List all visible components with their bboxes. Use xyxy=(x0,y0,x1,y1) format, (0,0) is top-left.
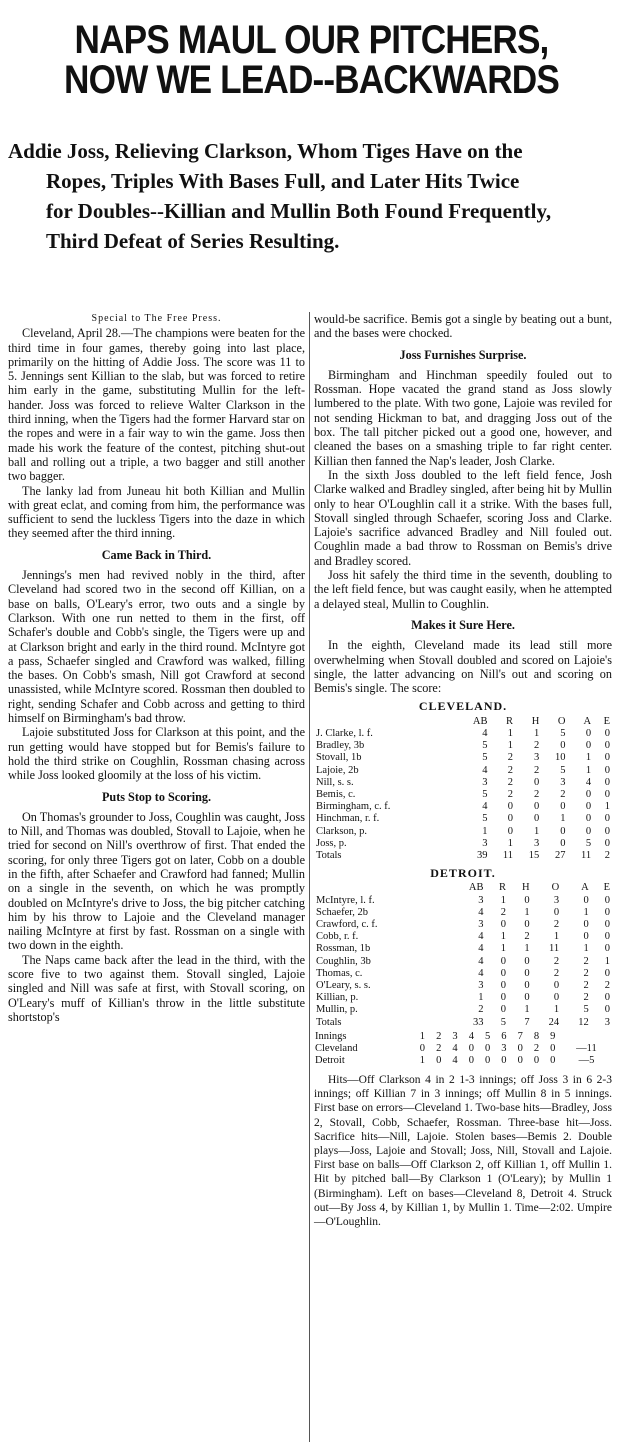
innings-cell: 6 xyxy=(501,1030,507,1042)
stat-cell: 0 xyxy=(500,1004,506,1016)
innings-cell: 0 xyxy=(419,1042,426,1054)
stat-cell: 2 xyxy=(604,980,610,992)
stat-cell: 2 xyxy=(524,931,530,943)
stat-cell: 2 xyxy=(553,955,560,967)
player-name: Nill, s. s. xyxy=(316,776,354,788)
stat-cell: 1 xyxy=(500,943,506,955)
player-row xyxy=(314,980,612,992)
stat-cell: 0 xyxy=(560,801,566,813)
stat-cell: 0 xyxy=(604,992,610,1004)
stat-cell: 0 xyxy=(553,906,560,918)
stat-cell: 0 xyxy=(534,801,540,813)
stat-cell: 3 xyxy=(482,837,488,849)
box-header-row xyxy=(314,716,612,728)
stat-cell: 0 xyxy=(524,992,530,1004)
paragraph: Joss hit safely the third time in the seventh, doubling to the left field fence, but was caught easily, when he attempted a delayed steal, Mullin to Coughlin. xyxy=(314,568,612,611)
paragraph: Lajoie substituted Joss for Clarkson at this point, and the run getting would have stopped but for Bemis's failure to hold the third strike on Coughlin, Rossman chasing across while Joss looked gloomily at the loss of his victim. xyxy=(8,725,305,783)
stat-cell: 0 xyxy=(500,967,506,979)
stat-cell: 0 xyxy=(553,992,560,1004)
player-name: Stovall, 1b xyxy=(316,752,362,764)
stat-cell: 2 xyxy=(507,752,514,764)
innings-cell: 0 xyxy=(517,1042,523,1054)
stat-cell: 0 xyxy=(585,801,592,813)
col-header: R xyxy=(506,715,514,727)
player-name: Joss, p. xyxy=(316,837,347,849)
stat-cell: 0 xyxy=(524,894,530,906)
col-header: A xyxy=(581,882,589,894)
stat-cell: 2 xyxy=(560,788,566,800)
player-row xyxy=(314,1004,612,1016)
box-score-cleveland xyxy=(314,716,612,862)
deck-line-3: for Doubles--Killian and Mullin Both Found Frequently, xyxy=(46,199,552,223)
totals-row xyxy=(314,850,612,862)
paragraph: The Naps came back after the lead in the third, with the score five to two against them. Stovall singled, Lajoie singled and Nill was safe at first, with Stovall scoring, on O'Leary's muff of Killian's throw in the little substitute shortstop's xyxy=(8,952,305,1024)
player-name: Lajoie, 2b xyxy=(316,764,359,776)
stat-cell: 3 xyxy=(478,980,484,992)
col-header: O xyxy=(557,715,566,727)
stat-cell: 1 xyxy=(478,992,484,1004)
innings-cell: 2 xyxy=(533,1042,540,1054)
article-columns xyxy=(4,312,619,1442)
stat-cell: 5 xyxy=(585,837,592,849)
subhead: Joss Furnishes Surprise. xyxy=(399,347,527,362)
stat-cell: 4 xyxy=(482,764,488,776)
stat-cell: 4 xyxy=(478,931,484,943)
stat-cell: 4 xyxy=(585,776,592,788)
stat-cell: 0 xyxy=(507,813,514,825)
credit-line: Special to The Free Press. xyxy=(91,313,222,324)
innings-cell: 9 xyxy=(550,1030,556,1042)
player-name: Clarkson, p. xyxy=(316,825,368,837)
stat-cell: 0 xyxy=(500,992,506,1004)
stat-cell: 1 xyxy=(604,955,610,967)
stat-cell: 4 xyxy=(478,967,484,979)
paragraph: In the eighth, Cleveland made its lead still more overwhelming when Stovall doubled and scored on Lajoie's single, the latter advancing on Nill's out and scoring on Bemis's single. The score: xyxy=(314,638,612,696)
innings-cell: 0 xyxy=(517,1054,523,1066)
left-column xyxy=(4,312,310,1442)
totals-cell: 7 xyxy=(524,1016,530,1028)
headline-line-1: NAPS MAUL OUR PITCHERS, xyxy=(74,18,549,62)
innings-cell: 2 xyxy=(436,1030,442,1042)
stat-cell: 4 xyxy=(478,943,484,955)
player-row xyxy=(314,765,612,777)
stat-cell: 3 xyxy=(560,776,566,788)
deck-line-4: Third Defeat of Series Resulting. xyxy=(46,229,340,253)
stat-cell: 0 xyxy=(507,825,514,837)
stat-cell: 3 xyxy=(534,837,540,849)
player-row xyxy=(314,728,612,740)
innings-cell: 4 xyxy=(468,1030,474,1042)
stat-cell: 2 xyxy=(507,776,514,788)
headline xyxy=(37,20,585,100)
stat-cell: 0 xyxy=(604,931,610,943)
box-score-detroit xyxy=(314,882,612,1028)
totals-row xyxy=(314,1017,612,1029)
innings-cell: 0 xyxy=(484,1054,491,1066)
player-name: Bradley, 3b xyxy=(316,740,365,752)
col-header: E xyxy=(603,882,610,894)
stat-cell: 1 xyxy=(583,943,589,955)
innings-label: Innings xyxy=(315,1030,347,1042)
player-row xyxy=(314,919,612,931)
player-name: Bemis, c. xyxy=(316,788,356,800)
stat-cell: 1 xyxy=(507,740,514,752)
stat-cell: 0 xyxy=(585,788,592,800)
paragraph: Birmingham and Hinchman speedily fouled out to Rossman. Hope vacated the grand stand as Joss slowly lumbered to the plate. With two gone, Lajoie was reviled for not sending Hickman to bat, and dragging Joss out of the box. The tall pitcher picked out a good one, however, and cleaned the bases on a smashing triple to far right center. Killian then fanned the Nap's leader, Josh Clarke. xyxy=(314,367,612,468)
stat-cell: 0 xyxy=(534,776,540,788)
stat-cell: 0 xyxy=(500,980,506,992)
player-name: Birmingham, c. f. xyxy=(316,801,391,813)
stat-cell: 1 xyxy=(534,727,540,739)
player-row xyxy=(314,813,612,825)
innings-cell: —5 xyxy=(578,1054,595,1066)
paragraph: The lanky lad from Juneau hit both Killian and Mullin with great eclat, and coming from him, the performance was sufficient to send the luckless Tigers into the daze in which they seemed after the third inning. xyxy=(8,483,305,541)
stat-cell: 0 xyxy=(560,740,566,752)
subhead: Makes it Sure Here. xyxy=(411,617,515,632)
innings-cell: 0 xyxy=(550,1042,556,1054)
newspaper-page xyxy=(0,20,623,1450)
innings-cell: 4 xyxy=(452,1042,458,1054)
right-column xyxy=(310,312,616,1442)
stat-cell: 0 xyxy=(524,955,530,967)
stat-cell: 3 xyxy=(478,894,484,906)
stat-cell: 0 xyxy=(604,906,610,918)
stat-cell: 5 xyxy=(482,813,488,825)
col-header: H xyxy=(531,715,540,727)
player-row xyxy=(314,826,612,838)
paragraph: In the sixth Joss doubled to the left field fence, Josh Clarke walked and Bradley singled, after being hit by Mullin only to hear O'Loughlin call it a strike. With the bases full, Stovall singled through Schaefer, scoring Joss and Clarke. Lajoie's sacrifice advanced Bradley and Nill fouled out. Coughlin made a bad throw to Rossman on Bemis's drive and Bradley scored. xyxy=(314,467,612,568)
player-name: Cobb, r. f. xyxy=(316,931,359,943)
innings-cell: 8 xyxy=(533,1030,540,1042)
totals-cell: 11 xyxy=(502,849,514,861)
player-name: Coughlin, 3b xyxy=(316,955,371,967)
player-row xyxy=(314,895,612,907)
player-name: Crawford, c. f. xyxy=(316,919,378,931)
headline-line-2: NOW WE LEAD--BACKWARDS xyxy=(64,58,559,102)
stat-cell: 1 xyxy=(524,906,530,918)
innings-cell: 3 xyxy=(452,1030,458,1042)
box-header-row xyxy=(314,882,612,894)
stat-cell: 1 xyxy=(553,1004,560,1016)
stat-cell: 1 xyxy=(585,752,592,764)
innings-cell: 5 xyxy=(484,1030,491,1042)
totals-cell: 24 xyxy=(548,1016,560,1028)
stat-cell: 2 xyxy=(583,992,589,1004)
player-row xyxy=(314,789,612,801)
stat-cell: 0 xyxy=(583,919,589,931)
stat-cell: 2 xyxy=(500,906,506,918)
stat-cell: 0 xyxy=(500,955,506,967)
stat-cell: 2 xyxy=(553,967,560,979)
player-row xyxy=(314,992,612,1004)
stat-cell: 4 xyxy=(482,801,488,813)
stat-cell: 2 xyxy=(507,788,514,800)
totals-label: Totals xyxy=(316,849,342,861)
stat-cell: 1 xyxy=(482,825,488,837)
stat-cell: 0 xyxy=(604,813,610,825)
innings-cell: 4 xyxy=(452,1054,458,1066)
stat-cell: 3 xyxy=(482,776,488,788)
stat-cell: 1 xyxy=(500,931,506,943)
stat-cell: 0 xyxy=(524,967,530,979)
col-header: E xyxy=(603,715,610,727)
player-row xyxy=(314,931,612,943)
stat-cell: 0 xyxy=(583,894,589,906)
col-header: H xyxy=(522,882,530,894)
stat-cell: 1 xyxy=(553,931,560,943)
stat-cell: 5 xyxy=(482,752,488,764)
game-summary: Hits—Off Clarkson 4 in 2 1-3 innings; off Joss 3 in 6 2-3 innings; off Killian 7 in 3 innings; off Mullin 8 in 5 innings. First base on errors—Cleveland 1. Two-base hits—Bradley, Joss 2, Stovall, Cobb, Schaefer, Rossman. Three-base hit—Joss. Sacrifice hits—Nill, Lajoie. Stolen bases—Bemis 2. Double plays—Joss, Lajoie and Stovall; Joss, Nill, Stovall and Lajoie. First base on balls—Off Clarkson 2, off Killian 1, off Mullin 1. Hit by pitched ball—By Clarkson 1 (O'Leary); by Mullin 1 (Birmingham). Left on bases—Cleveland 8, Detroit 4. Struck out—By Joss 4, by Killian 1, by Mullin 1. Time—2:02. Umpire—O'Loughlin. xyxy=(314,1073,612,1228)
deck-line-2: Ropes, Triples With Bases Full, and Later Hits Twice xyxy=(46,169,520,193)
player-name: Rossman, 1b xyxy=(316,943,371,955)
innings-cell: 0 xyxy=(550,1054,556,1066)
stat-cell: 0 xyxy=(524,980,530,992)
stat-cell: 1 xyxy=(585,764,592,776)
stat-cell: 1 xyxy=(524,1004,530,1016)
innings-row xyxy=(314,1055,612,1067)
stat-cell: 0 xyxy=(604,788,610,800)
subhead: Came Back in Third. xyxy=(101,547,212,562)
stat-cell: 4 xyxy=(478,906,484,918)
stat-cell: 5 xyxy=(482,740,488,752)
stat-cell: 2 xyxy=(507,764,514,776)
stat-cell: 11 xyxy=(549,943,560,955)
stat-cell: 2 xyxy=(534,788,540,800)
innings-cell: 2 xyxy=(436,1042,442,1054)
deck-line-1: Addie Joss, Relieving Clarkson, Whom Tiges Have on the xyxy=(8,139,523,163)
totals-cell: 3 xyxy=(604,1016,610,1028)
totals-cell: 15 xyxy=(528,849,540,861)
stat-cell: 1 xyxy=(507,727,514,739)
stat-cell: 2 xyxy=(478,1004,484,1016)
stat-cell: 5 xyxy=(583,1004,589,1016)
player-row xyxy=(314,777,612,789)
stat-cell: 0 xyxy=(507,801,514,813)
player-row xyxy=(314,943,612,955)
team-name-detroit: DETROIT. xyxy=(430,866,496,881)
stat-cell: 0 xyxy=(604,837,610,849)
team-name-cleveland: CLEVELAND. xyxy=(418,699,508,714)
innings-cell: 1 xyxy=(419,1054,426,1066)
col-header: AB xyxy=(472,715,488,727)
stat-cell: 0 xyxy=(604,752,610,764)
totals-cell: 27 xyxy=(555,849,566,861)
stat-cell: 0 xyxy=(604,776,610,788)
stat-cell: 0 xyxy=(604,825,610,837)
innings-cell: 0 xyxy=(484,1042,491,1054)
stat-cell: 5 xyxy=(560,727,566,739)
innings-cell: 1 xyxy=(419,1030,426,1042)
player-name: J. Clarke, l. f. xyxy=(316,727,373,739)
stat-cell: 0 xyxy=(524,919,530,931)
stat-cell: 1 xyxy=(560,813,566,825)
stat-cell: 0 xyxy=(604,943,610,955)
player-row xyxy=(314,907,612,919)
col-header: R xyxy=(498,882,506,894)
stat-cell: 4 xyxy=(482,727,488,739)
innings-cell: 0 xyxy=(468,1054,474,1066)
innings-cell: —11 xyxy=(576,1042,597,1054)
player-name: Killian, p. xyxy=(316,992,359,1004)
player-row xyxy=(314,752,612,764)
player-row xyxy=(314,956,612,968)
stat-cell: 1 xyxy=(583,906,589,918)
stat-cell: 5 xyxy=(482,788,488,800)
totals-cell: 12 xyxy=(578,1016,589,1028)
player-name: McIntyre, l. f. xyxy=(316,894,375,906)
innings-label: Detroit xyxy=(315,1054,345,1066)
player-name: Hinchman, r. f. xyxy=(316,813,380,825)
col-header: O xyxy=(551,882,560,894)
player-name: Thomas, c. xyxy=(316,967,363,979)
stat-cell: 1 xyxy=(604,801,610,813)
stat-cell: 0 xyxy=(604,1004,610,1016)
stat-cell: 0 xyxy=(604,727,610,739)
stat-cell: 3 xyxy=(553,894,560,906)
totals-cell: 39 xyxy=(476,849,488,861)
player-name: Schaefer, 2b xyxy=(316,906,369,918)
stat-cell: 5 xyxy=(560,764,566,776)
stat-cell: 3 xyxy=(534,752,540,764)
subhead: Puts Stop to Scoring. xyxy=(101,789,212,804)
stat-cell: 0 xyxy=(604,764,610,776)
innings-row xyxy=(314,1043,612,1055)
stat-cell: 1 xyxy=(507,837,514,849)
subheadline-deck xyxy=(8,136,611,256)
stat-cell: 10 xyxy=(555,752,566,764)
paragraph: Cleveland, April 28.—The champions were beaten for the third time in four games, thereby going into last place, primarily on the hitting of Addie Joss. The score was 11 to 5. Jennings sent Killian to the slab, but was forced to retire him early in the game, substituting Mullin for the left-hander. Joss was forced to relieve Walter Clarkson in the third inning, when the Tigers had the former Harvard star on the ropes and were in a fair way to win the game. Joss then made his work the feature of the contest, pitching shut-out ball and rolling out a triple, a two bagger and still another two bagger. xyxy=(8,326,305,484)
stat-cell: 3 xyxy=(478,919,484,931)
totals-label: Totals xyxy=(316,1016,342,1028)
paragraph: On Thomas's grounder to Joss, Coughlin was caught, Joss to Nill, and Thomas was doubled, Stovall to Lajoie, when he tried for second on Nill's overthrow of first. That ended the scoring, for only three Tigers got on later, Cobb on a double in the fifth, after Schaefer and Crawford had fanned; Mullin on a single in the seventh, on which he was promptly doubled on McIntyre's drive to Joss, the big pitcher catching him by his throw to Lajoie and the Cleveland manager nailing McIntyre at first by fast. Rossman on a single with two down in the eighth. xyxy=(8,809,305,953)
innings-header-row xyxy=(314,1031,612,1043)
totals-cell: 33 xyxy=(473,1016,484,1028)
stat-cell: 2 xyxy=(583,980,589,992)
totals-cell: 2 xyxy=(604,849,610,861)
totals-cell: 5 xyxy=(500,1016,506,1028)
paragraph: would-be sacrifice. Bemis got a single by beating out a bunt, and the bases were chocked. xyxy=(314,312,612,341)
stat-cell: 0 xyxy=(560,825,566,837)
stat-cell: 1 xyxy=(534,825,540,837)
player-name: O'Leary, s. s. xyxy=(316,980,371,992)
stat-cell: 2 xyxy=(583,955,589,967)
totals-cell: 11 xyxy=(580,849,592,861)
stat-cell: 0 xyxy=(585,727,592,739)
innings-cell: 0 xyxy=(436,1054,442,1066)
innings-label: Cleveland xyxy=(315,1042,358,1054)
player-row xyxy=(314,740,612,752)
innings-cell: 3 xyxy=(501,1042,507,1054)
stat-cell: 1 xyxy=(500,894,506,906)
innings-cell: 0 xyxy=(468,1042,474,1054)
player-row xyxy=(314,838,612,850)
stat-cell: 2 xyxy=(534,764,540,776)
stat-cell: 0 xyxy=(534,813,540,825)
stat-cell: 2 xyxy=(553,919,560,931)
innings-cell: 0 xyxy=(533,1054,540,1066)
stat-cell: 4 xyxy=(478,955,484,967)
stat-cell: 0 xyxy=(604,740,610,752)
col-header: AB xyxy=(468,882,484,894)
innings-cell: 7 xyxy=(517,1030,523,1042)
stat-cell: 0 xyxy=(585,740,592,752)
stat-cell: 1 xyxy=(524,943,530,955)
stat-cell: 0 xyxy=(500,919,506,931)
stat-cell: 2 xyxy=(583,967,589,979)
stat-cell: 0 xyxy=(585,825,592,837)
innings-cell xyxy=(561,1031,612,1043)
stat-cell: 0 xyxy=(604,919,610,931)
stat-cell: 0 xyxy=(583,931,589,943)
stat-cell: 0 xyxy=(560,837,566,849)
stat-cell: 0 xyxy=(604,967,610,979)
player-row xyxy=(314,968,612,980)
line-score xyxy=(314,1031,612,1067)
stat-cell: 0 xyxy=(553,980,560,992)
player-row xyxy=(314,801,612,813)
paragraph: Jennings's men had revived nobly in the third, after Cleveland had scored two in the second off Killian, on a base on balls, O'Leary's error, two outs and a single by Clarkson. With one run netted to them in the first, off Schafer's double and Cobb's single, the Tigers were up and at Clarkson bright and early in the third round. McIntyre got a pass, Schaefer singled and Crawford was walked, filling the bases. On Cobb's smash, Nill got Crawford at second unassisted, while McIntyre scored. Rossman then doubled to right, sending Schafer and Cobb across and getting to third himself on Birmingham's bad throw. xyxy=(8,568,305,726)
stat-cell: 0 xyxy=(604,894,610,906)
innings-cell: 0 xyxy=(501,1054,507,1066)
player-name: Mullin, p. xyxy=(316,1004,358,1016)
stat-cell: 0 xyxy=(585,813,592,825)
stat-cell: 2 xyxy=(534,740,540,752)
col-header: A xyxy=(583,715,592,727)
